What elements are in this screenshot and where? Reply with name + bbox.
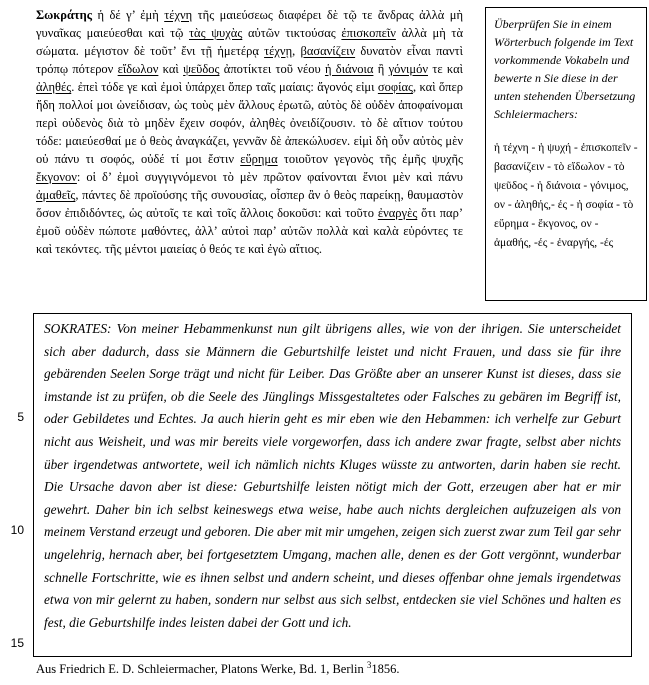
speaker-name: Σωκράτης	[36, 8, 93, 22]
greek-text-segment: καὶ	[158, 62, 184, 76]
greek-text-segment: ἀλλὰ μὴ τὰ σώματα. μέγιστον δὲ τοῦτ’ ἔνι τῇ ἡμετέρᾳ	[36, 26, 463, 58]
underlined-vocab-term: εὕρημα	[240, 152, 278, 166]
greek-text-segment: ἡ δέ γ’ ἐμὴ	[92, 8, 165, 22]
greek-text-segment: . ἐπεὶ τόδε γε καὶ ἐμοὶ ὑπάρχει ὅπερ ταῖς μαίαις: ἄγονός εἰμι	[71, 80, 378, 94]
source-citation	[36, 661, 399, 677]
underlined-vocab-term: ἐναργὲς	[377, 206, 418, 220]
underlined-vocab-term: ἀληθές	[36, 80, 72, 94]
task-instruction-box	[485, 7, 647, 301]
greek-text-segment: : οἱ δ’ ἐμοὶ συγγιγνόμενοι τὸ μὲν πρῶτον φαίνονται ἔνιοι μὲν καὶ πάνυ	[76, 170, 463, 184]
greek-text-segment: ὅτι παρ’ ἐμοῦ οὐδὲν πώποτε μαθόντες, ἀλλ’ αὐτοὶ παρ’ αὐτῶν πολλὰ καὶ καλὰ εὑρόντες τε καὶ τεκόντες. τῆς μέντοι μαιείας ὁ θεός τε καὶ ἐγὼ αἴτιος.	[36, 206, 463, 256]
greek-text-segment: ἀποτίκτει τοῦ νέου	[219, 62, 325, 76]
underlined-vocab-term: ἡ διάνοια	[324, 62, 374, 76]
greek-text-segment: τοιοῦτον γεγονὸς τῆς ἐμῆς ψυχῆς	[277, 152, 464, 166]
underlined-vocab-term: τέχνῃ	[264, 44, 293, 58]
underlined-vocab-term: γόνιμόν	[388, 62, 428, 76]
translation-box	[33, 313, 632, 657]
underlined-vocab-term: ἀμαθεῖς	[36, 188, 76, 202]
line-number-5: 5	[17, 410, 24, 424]
task-instruction-text: Überprüfen Sie in einem Wörterbuch folgende im Text vorkommende Vokabeln und bewerte n Sie diese in der unten stehenden Übersetzung Schleiermachers:	[494, 17, 636, 121]
underlined-vocab-term: ἐπισκοπεῖν	[341, 26, 396, 40]
underlined-vocab-term: τέχνη	[164, 8, 193, 22]
underlined-vocab-term: εἴδωλον	[117, 62, 159, 76]
greek-source-text	[36, 6, 463, 258]
greek-text-segment: αὐτῶν τικτούσας	[242, 26, 342, 40]
line-number-15: 15	[10, 636, 24, 650]
vocabulary-list: ἡ τέχνη - ἡ ψυχή - ἐπισκοπεῖν - βασανίζειν - τὸ εἴδωλον - τὸ ψεῦδος - ἡ διάνοια - γόνιμος, ον - ἀληθής,- ές - ἡ σοφία - τὸ εὕρημα - ἔκγονος, ον - ἀμαθής, -ές - ἐναργής, -ές	[494, 142, 638, 249]
line-number-10: 10	[10, 523, 24, 537]
underlined-vocab-term: ἔκγονον	[36, 170, 77, 184]
greek-text-segment: τε καὶ	[428, 62, 464, 76]
citation-year: 1856.	[371, 662, 400, 676]
greek-text-segment: δυνατὸν εἶναι παντὶ τρόπῳ πότερον	[36, 44, 464, 76]
underlined-vocab-term: τὰς ψυχὰς	[189, 26, 243, 40]
underlined-vocab-term: σοφίας	[377, 80, 413, 94]
translation-text: SOKRATES: Von meiner Hebammenkunst nun gilt übrigens alles, wie von der ihrigen. Sie unterscheidet sich aber dadurch, dass sie Männern die Geburtshilfe leistet und nicht Frauen, und dass sie für ihre gebärenden Seelen Sorge trägt und nicht für Leiber. Das Größte aber an unserer Kunst ist dieses, dass sie imstande ist zu prüfen, ob die Seele des Jünglings Missgestaltetes oder Falsches zu gebären im Begriff ist, oder Gebildetes und Echtes. Ja auch hierin geht es mir eben wie den Hebammen: ich verhelfe zur Geburt nicht aus Weisheit, und was mir bereits viele vorgeworfen, dass ich andere zwar fragte, selbst aber nichts über irgendetwas antwortete, weil ich nämlich nichts Kluges wüsste zu antworten, darin haben sie recht. Die Ursache davon aber ist diese: Geburtshilfe leisten nötigt mich der Gott, erzeugen aber hat er mir gewehrt. Daher bin ich selbst keineswegs etwa weise, habe auch nichts dergleichen aufzuzeigen als von meinem Verstand erzeugt und geboren. Die aber mit mir umgehen, zeigen sich zuerst zwar zum Teil gar sehr ungelehrig, hernach aber, bei fortgesetztem Umgang, machen alle, denen es der Gott vergönnt, wunderbar schnelle Fortschritte, wie es ihnen selbst und andern scheint, und dieses offenbar ohne jemals irgendetwas etwa von mir gelernt zu haben, sondern nur selbst aus sich selbst, entdecken sie viel Schönes und halten es fest, die Geburtshilfe indes leisten dabei der Gott und ich.	[44, 321, 621, 630]
citation-edition-superscript: 3	[366, 659, 372, 670]
underlined-vocab-term: ψεῦδος	[183, 62, 220, 76]
greek-text-segment: , καὶ ὅπερ ἤδη πολλοί μοι ὠνείδισαν, ὡς τοὺς μὲν ἄλλους ἐρωτῶ, αὐτὸς δὲ οὐδὲν ἀποφαίνομαι περὶ οὐδενὸς διὰ τὸ μηδὲν ἔχειν σοφόν, ἀληθὲς ὀνειδίζουσιν. τὸ δὲ αἴτιον τούτου τόδε: μαιεύεσθαί με ὁ θεὸς ἀναγκάζει, γεννᾶν δὲ ἀπεκώλυσεν. εἰμὶ δὴ οὖν αὐτὸς μὲν οὐ πάνυ τι σοφός, οὐδέ τί μοι ἔστιν	[36, 80, 463, 166]
greek-text-segment: τῆς μαιεύσεως διαφέρει δὲ τῷ τε ἄνδρας ἀλλὰ μὴ γυναῖκας μαιεύεσθαι καὶ τῷ	[36, 8, 463, 40]
underlined-vocab-term: βασανίζειν	[300, 44, 356, 58]
greek-text-segment: ,	[292, 44, 301, 58]
citation-prefix: Aus Friedrich E. D. Schleiermacher, Platons Werke, Bd. 1, Berlin	[36, 662, 367, 676]
greek-text-segment: ἢ	[373, 62, 389, 76]
greek-text-segment: , πάντες δὲ προϊούσης τῆς συνουσίας, οἷσπερ ἂν ὁ θεὸς παρείκῃ, θαυμαστὸν ὅσον ἐπιδιδόντες, ὡς αὐτοῖς τε καὶ τοῖς ἄλλοις δοκοῦσι: καὶ τοῦτο	[36, 188, 463, 220]
